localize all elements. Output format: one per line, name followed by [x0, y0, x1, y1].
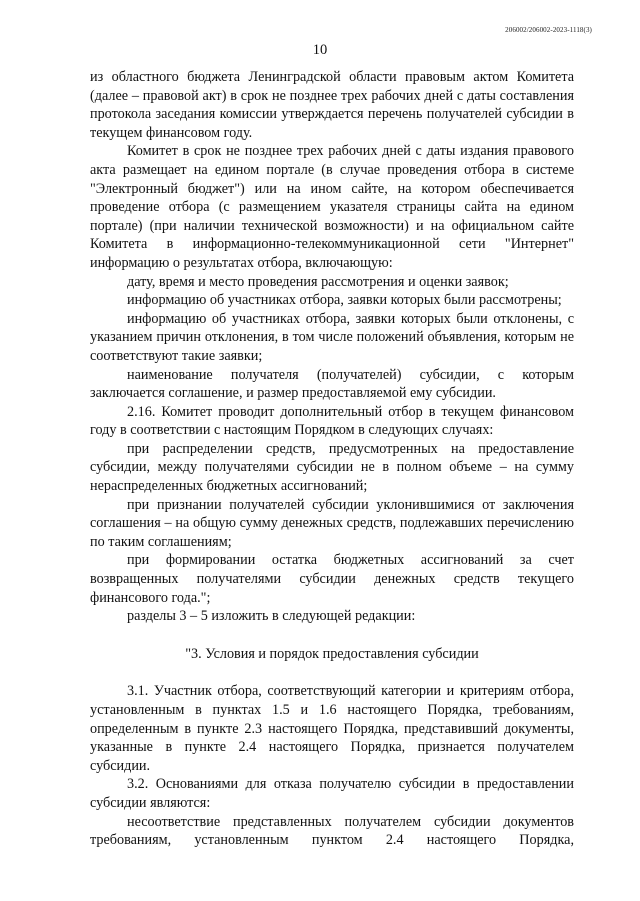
- document-body: [90, 68, 574, 850]
- paragraph: 2.16. Комитет проводит дополнительный отбор в текущем финансовом году в соответствии с настоящим Порядком в следующих случаях:: [90, 403, 574, 439]
- paragraph: информацию об участниках отбора, заявки которых были отклонены, с указанием причин отклонения, в том числе положений объявления, которым не соответствуют такие заявки;: [90, 310, 574, 364]
- paragraph: 3.2. Основаниями для отказа получателю субсидии в предоставлении субсидии являются:: [90, 776, 574, 811]
- paragraph: при признании получателей субсидии уклонившимися от заключения соглашения – на общую сумму денежных средств, подлежавших перечислению по таким соглашениям;: [90, 496, 574, 550]
- paragraph: при формировании остатка бюджетных ассигнований за счет возвращенных получателями субсидии денежных средств текущего финансового года.";: [90, 552, 574, 606]
- paragraph: несоответствие представленных получателем субсидии документов требованиям, установленным пунктом 2.4 настоящего Порядка,: [90, 813, 574, 849]
- paragraph: Комитет в срок не позднее трех рабочих дней с даты издания правового акта размещает на едином портале (в случае проведения отбора в системе "Электронный бюджет") или на ином сайте, на котором обеспечивается проведение отбора (с размещением указателя страницы сайта на едином портале) (при наличии технической возможности) и на официальном сайте Комитета в информационно-телекоммуникационной сети "Интернет" информацию о результатах отбора, включающую:: [90, 143, 574, 271]
- paragraph: дату, время и место проведения рассмотрения и оценки заявок;: [127, 273, 509, 290]
- paragraph: из областного бюджета Ленинградской области правовым актом Комитета (далее – правовой акт) в срок не позднее трех рабочих дней с даты составления протокола заседания комиссии утверждается перечень получателей субсидии в текущем финансовом году.: [90, 69, 574, 141]
- paragraph: информацию об участниках отбора, заявки которых были рассмотрены;: [127, 292, 562, 309]
- section-heading: "3. Условия и порядок предоставления субсидии: [185, 645, 479, 662]
- paragraph: наименование получателя (получателей) субсидии, с которым заключается соглашение, и размер предоставляемой ему субсидии.: [90, 366, 574, 402]
- page-number: 10: [312, 42, 328, 58]
- paragraph: разделы 3 – 5 изложить в следующей редакции:: [127, 608, 416, 625]
- paragraph: при распределении средств, предусмотренных на предоставление субсидии, между получателями субсидии не в полном объеме – на сумму нераспределенных бюджетных ассигнований;: [90, 440, 574, 495]
- paragraph: 3.1. Участник отбора, соответствующий категории и критериям отбора, установленным в пунктах 1.5 и 1.6 настоящего Порядка, требованиям, определенным в пункте 2.3 настоящего Порядка, представивший документы, указанные в пункте 2.4 настоящего Порядка, признается получателем субсидии.: [90, 683, 574, 774]
- document-code: 206002/206002-2023-1118(3): [505, 26, 592, 34]
